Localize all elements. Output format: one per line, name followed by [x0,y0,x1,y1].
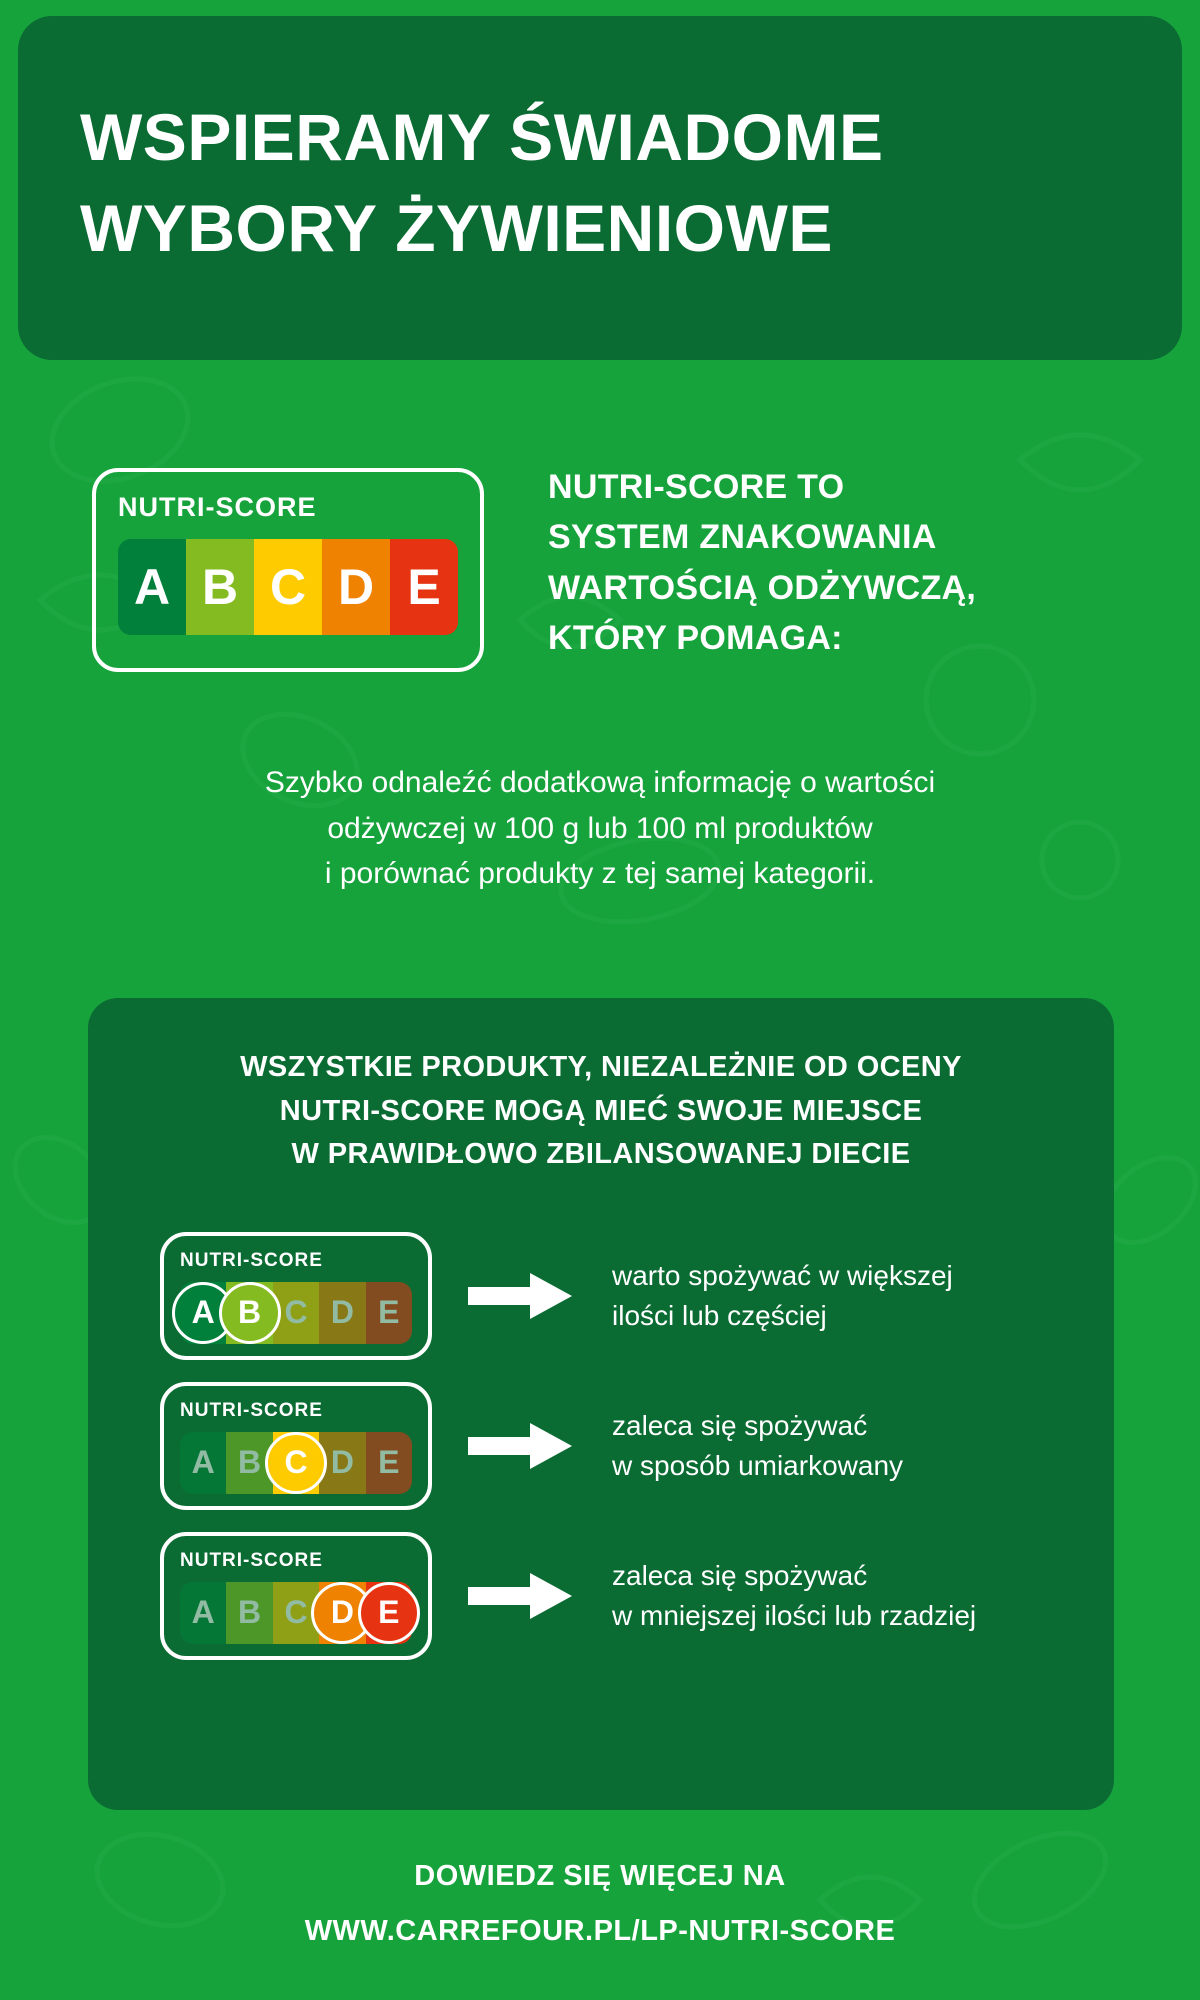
intro-line1: NUTRI-SCORE TO [548,468,845,506]
footer-url[interactable]: WWW.CARREFOUR.PL/LP-NUTRI-SCORE [304,1915,896,1947]
nutri-score-label: NUTRI-SCORE [180,1549,323,1571]
header-banner [18,16,1182,360]
intro-line4: KTÓRY POMAGA: [548,618,843,657]
recommendation-text-line1: warto spożywać w większej [612,1259,953,1291]
header-title-line2: WYBORY ŻYWIENIOWE [80,191,833,266]
recommendation-text [612,1256,953,1336]
card-title-line1: WSZYSTKIE PRODUKTY, NIEZALEŻNIE OD OCENY [240,1051,962,1083]
recommendation-text-line2: w sposób umiarkowany [612,1449,904,1481]
recommendation-text-line1: zaleca się spożywać [612,1559,868,1591]
recommendation-text-line2: ilości lub częściej [612,1299,827,1331]
recommendation-text [612,1406,903,1486]
nutri-score-segment-d: D [322,539,390,635]
footer-cta-text: DOWIEDZ SIĘ WIĘCEJ NA [414,1860,786,1892]
nutri-score-label: NUTRI-SCORE [180,1399,323,1421]
nutri-score-segment-c: C [273,1582,319,1644]
recommendation-text-line1: zaleca się spożywać [612,1409,868,1441]
nutri-score-segment-c: C [273,1432,319,1494]
arrow-right-icon [460,1423,580,1469]
nutri-score-segment-e: E [366,1582,412,1644]
nutri-score-segment-b: B [226,1282,272,1344]
intro-paragraph [60,760,1140,897]
nutri-score-badge-c [160,1382,432,1510]
paragraph-line2: odżywczej w 100 g lub 100 ml produktów [327,811,873,845]
nutri-score-segment-c: C [254,539,322,635]
nutri-score-segment-b: B [226,1432,272,1494]
recommendation-text [612,1556,976,1636]
nutri-score-segment-d: D [319,1432,365,1494]
nutri-score-scale [180,1582,412,1644]
recommendation-row [118,1221,1084,1371]
nutri-score-scale [180,1432,412,1494]
recommendation-row [118,1521,1084,1671]
nutri-score-segment-d: D [319,1582,365,1644]
footer [0,1860,1200,1948]
nutri-score-badge-ab [160,1232,432,1360]
recommendation-rows [118,1221,1084,1671]
nutri-score-scale [118,539,458,635]
recommendation-text-line2: w mniejszej ilości lub rzadziej [612,1599,977,1631]
arrow-right-icon [460,1273,580,1319]
nutri-score-badge-main [92,468,484,672]
nutri-score-segment-a: A [180,1282,226,1344]
nutri-score-segment-b: B [226,1582,272,1644]
nutri-score-segment-e: E [366,1432,412,1494]
paragraph-line3: i porównać produkty z tej samej kategorii. [324,857,876,891]
recommendation-row [118,1371,1084,1521]
nutri-score-segment-a: A [118,539,186,635]
nutri-score-segment-e: E [390,539,458,635]
card-title [118,1046,1084,1177]
intro-line3: WARTOŚCIĄ ODŻYWCZĄ, [548,568,977,607]
nutri-score-segment-e: E [366,1282,412,1344]
recommendation-card [88,998,1114,1810]
header-title-line1: WSPIERAMY ŚWIADOME [80,100,884,174]
intro-line2: SYSTEM ZNAKOWANIA [548,518,937,557]
nutri-score-segment-a: A [180,1582,226,1644]
nutri-score-badge-de [160,1532,432,1660]
arrow-right-icon [460,1573,580,1619]
nutri-score-segment-b: B [186,539,254,635]
nutri-score-label: NUTRI-SCORE [118,492,317,522]
nutri-score-segment-c: C [273,1282,319,1344]
nutri-score-scale [180,1282,412,1344]
card-title-line3: W PRAWIDŁOWO ZBILANSOWANEJ DIECIE [291,1138,911,1170]
nutri-score-label: NUTRI-SCORE [180,1249,323,1271]
paragraph-line1: Szybko odnaleźć dodatkową informację o wartości [264,766,936,799]
intro-heading [548,462,1148,663]
nutri-score-segment-a: A [180,1432,226,1494]
card-title-line2: NUTRI-SCORE MOGĄ MIEĆ SWOJE MIEJSCE [279,1094,923,1127]
nutri-score-segment-d: D [319,1282,365,1344]
